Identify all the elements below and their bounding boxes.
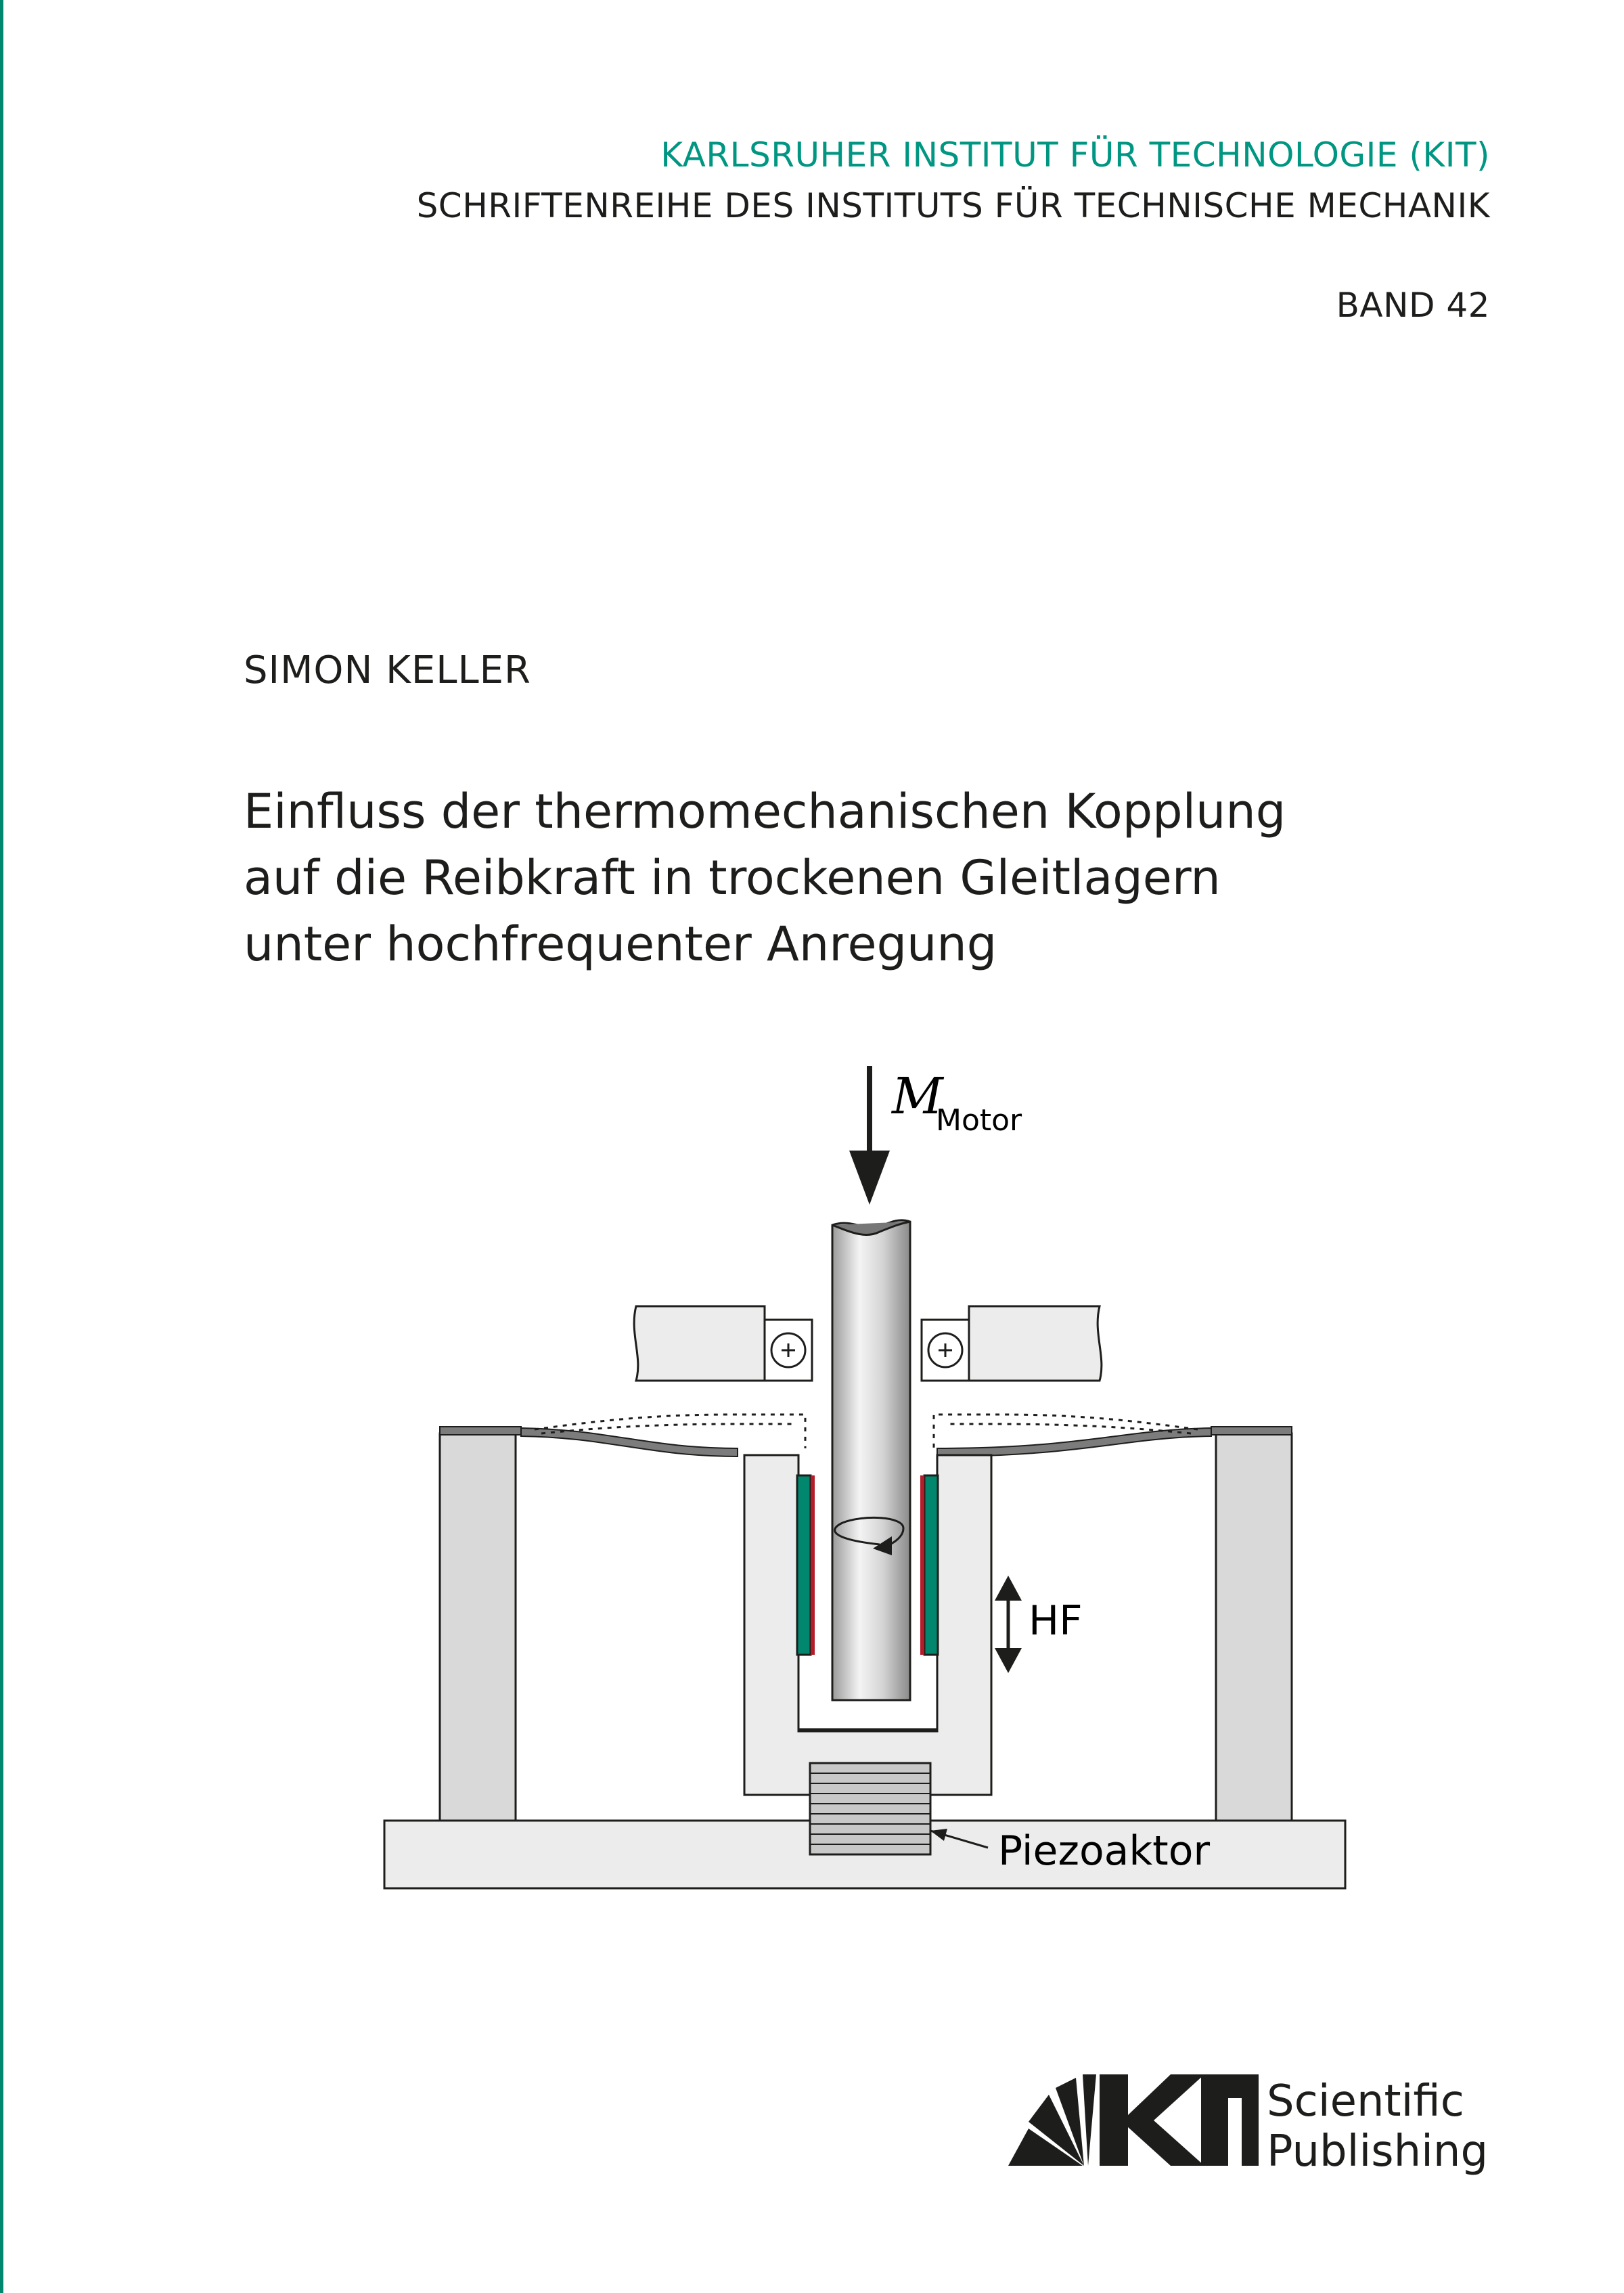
title-line: unter hochfrequenter Anregung <box>244 916 997 972</box>
series-name: SCHRIFTENREIHE DES INSTITUTS FÜR TECHNISCHE MECHANIK <box>416 186 1490 225</box>
title-line: Einfluss der thermomechanischen Kopplung <box>244 784 1286 839</box>
publisher-line-2: Publishing <box>1267 2127 1489 2177</box>
bushing-right <box>924 1475 938 1655</box>
moment-symbol: M <box>892 1067 943 1126</box>
hf-arrow-up <box>995 1576 1022 1601</box>
right-plate-top <box>1211 1427 1292 1435</box>
publisher-line-1: Scientific <box>1267 2076 1464 2127</box>
hf-label: HF <box>1029 1597 1083 1645</box>
volume-number: BAND 42 <box>1336 286 1490 325</box>
left-plate-top <box>440 1427 521 1435</box>
moment-arrowhead <box>849 1151 890 1205</box>
shaft <box>832 1220 910 1700</box>
top-frame-right <box>969 1306 1102 1381</box>
kit-logo <box>1008 2074 1259 2169</box>
bushing-left <box>797 1475 811 1655</box>
kit-logo-mark <box>1008 2074 1259 2166</box>
author-name: SIMON KELLER <box>244 648 531 692</box>
left-pillar <box>440 1433 516 1821</box>
contact-layer-left <box>811 1475 815 1655</box>
hf-arrow-down <box>995 1648 1022 1673</box>
piezo-label: Piezoaktor <box>998 1827 1211 1875</box>
top-frame-left <box>634 1306 765 1381</box>
publisher-name <box>1267 2076 1488 2177</box>
piezo-stack <box>810 1763 930 1854</box>
moment-subscript: Motor <box>936 1103 1022 1138</box>
institute-name: KARLSRUHER INSTITUT FÜR TECHNOLOGIE (KIT) <box>660 135 1490 175</box>
right-pillar <box>1216 1433 1292 1821</box>
title-line: auf die Reibkraft in trockenen Gleitlagern <box>244 850 1221 906</box>
contact-layer-right <box>920 1475 924 1655</box>
